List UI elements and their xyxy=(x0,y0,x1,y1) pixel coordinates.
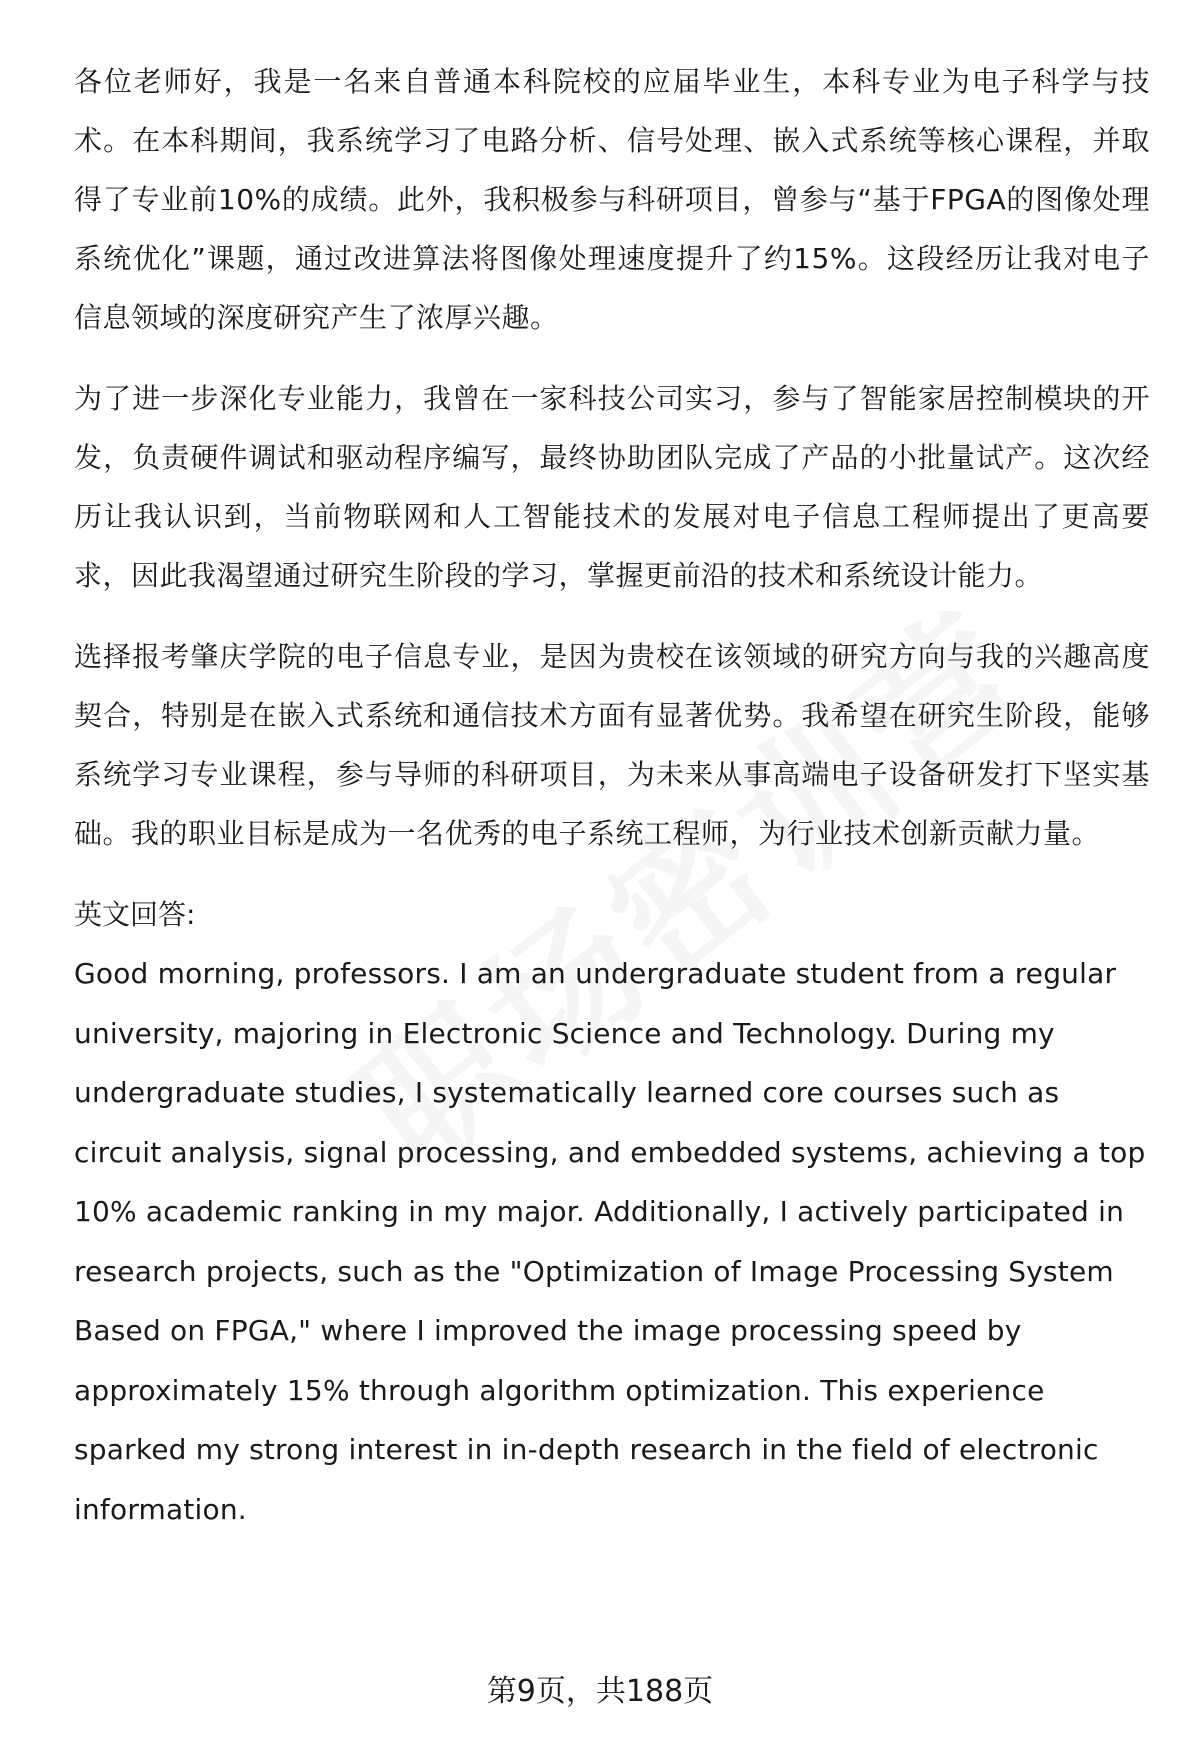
paragraph-english-answer: Good morning, professors. I am an undergraduate student from a regular university, majoring in Electronic Science and Technology. During my undergraduate studies, I systematically learned core courses such as circuit analysis, signal processing, and embedded systems, achieving a top 10% academic ranking in my major. Additionally, I actively participated in research projects, such as the "Optimization of Image Processing System Based on FPGA," where I improved the image processing speed by approximately 15% through algorithm optimization. This experience sparked my strong interest in in-depth research in the field of electronic information. xyxy=(74,957,1146,1526)
paragraph-introduction: 各位老师好，我是一名来自普通本科院校的应届毕业生，本科专业为电子科学与技术。在本科期间，我系统学习了电路分析、信号处理、嵌入式系统等核心课程，并取得了专业前10%的成绩。此外，我积极参与科研项目，曾参与“基于FPGA的图像处理系统优化”课题，通过改进算法将图像处理速度提升了约15%。这段经历让我对电子信息领域的深度研究产生了浓厚兴趣。 xyxy=(74,65,1150,334)
document-body xyxy=(74,52,1150,1539)
paragraph-motivation: 选择报考肇庆学院的电子信息专业，是因为贵校在该领域的研究方向与我的兴趣高度契合，特别是在嵌入式系统和通信技术方面有显著优势。我希望在研究生阶段，能够系统学习专业课程，参与导师的科研项目，为未来从事高端电子设备研发打下坚实基础。我的职业目标是成为一名优秀的电子系统工程师，为行业技术创新贡献力量。 xyxy=(74,640,1150,850)
page-indicator: 第9页，共188页 xyxy=(486,1674,714,1709)
paragraph-internship: 为了进一步深化专业能力，我曾在一家科技公司实习，参与了智能家居控制模块的开发，负责硬件调试和驱动程序编写，最终协助团队完成了产品的小批量试产。这次经历让我认识到，当前物联网和人工智能技术的发展对电子信息工程师提出了更高要求，因此我渴望通过研究生阶段的学习，掌握更前沿的技术和系统设计能力。 xyxy=(74,382,1150,592)
english-answer-label: 英文回答: xyxy=(74,898,196,931)
